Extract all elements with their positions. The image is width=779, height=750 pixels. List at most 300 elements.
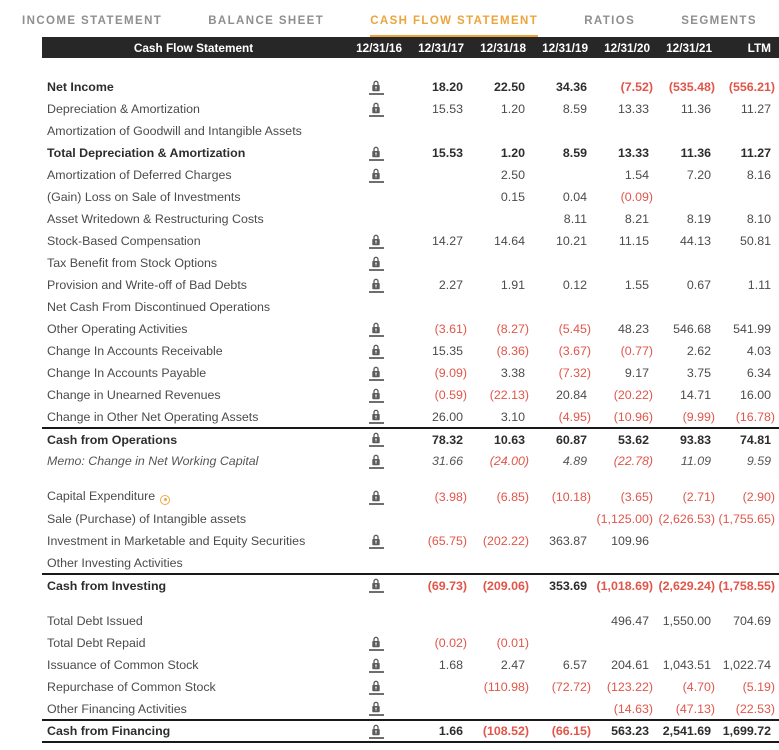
value-cell: (2.90): [742, 490, 775, 504]
lock-cell: [345, 530, 407, 552]
value-cell: 22.50: [493, 80, 525, 94]
value-cell: [531, 698, 593, 720]
value-cell: (2.71): [682, 490, 715, 504]
column-header: 12/31/17: [407, 37, 469, 58]
row-label: Change In Accounts Payable: [47, 366, 207, 380]
value-cell: [531, 552, 593, 574]
lock-cell: [345, 610, 407, 632]
value-cell: 8.11: [563, 212, 587, 226]
value-cell: 1.20: [500, 146, 525, 160]
table-row: [42, 552, 779, 574]
value-cell: 34.36: [555, 80, 587, 94]
value-cell: 15.35: [431, 344, 463, 358]
value-cell: (3.61): [434, 322, 467, 336]
value-cell: (8.36): [496, 344, 529, 358]
value-cell: 11.36: [680, 146, 711, 160]
row-label: Change in Unearned Revenues: [47, 388, 221, 402]
value-cell: (16.78): [735, 409, 775, 424]
value-cell: [655, 530, 717, 552]
value-cell: 2.47: [500, 658, 525, 672]
value-cell: (3.65): [620, 490, 653, 504]
value-cell: [531, 632, 593, 654]
value-cell: (69.73): [407, 574, 469, 596]
value-cell: [407, 610, 469, 632]
value-cell: 18.20: [431, 80, 463, 94]
value-cell: (2,626.53): [658, 512, 715, 526]
cash-flow-sheet: [42, 37, 779, 743]
value-cell: [407, 208, 469, 230]
value-cell: (0.02): [434, 636, 467, 650]
value-cell: [717, 252, 779, 274]
value-cell: 0.67: [686, 278, 711, 292]
value-cell: [717, 632, 779, 654]
row-label: Provision and Write-off of Bad Debts: [47, 278, 247, 292]
row-label: Asset Writedown & Restructuring Costs: [47, 212, 264, 226]
table-row: [42, 98, 779, 120]
value-cell: 20.84: [555, 388, 587, 402]
row-label: Stock-Based Compensation: [47, 234, 201, 248]
value-cell: [469, 552, 531, 574]
table-row: [42, 142, 779, 164]
value-cell: 15.53: [431, 102, 463, 116]
value-cell: 0.15: [500, 190, 525, 204]
lock-icon[interactable]: [369, 322, 384, 337]
table-row: [42, 164, 779, 186]
lock-cell: [345, 632, 407, 654]
value-cell: 204.61: [611, 658, 649, 672]
value-cell: (4.70): [682, 680, 715, 694]
lock-icon[interactable]: [369, 578, 384, 593]
value-cell: 93.83: [655, 428, 717, 450]
spacer-row: [42, 58, 779, 76]
lock-icon[interactable]: [369, 278, 384, 293]
value-cell: (123.22): [606, 680, 653, 694]
lock-cell: [345, 406, 407, 428]
row-label: Cash from Investing: [42, 574, 345, 596]
row-label: Amortization of Goodwill and Intangible Assets: [47, 124, 302, 138]
lock-cell: [345, 384, 407, 406]
table-row: [42, 252, 779, 274]
row-label: Repurchase of Common Stock: [47, 680, 216, 694]
value-cell: [407, 508, 469, 530]
value-cell: (3.67): [558, 344, 591, 358]
value-cell: 53.62: [593, 428, 655, 450]
lock-icon[interactable]: [369, 409, 384, 424]
value-cell: 1.68: [438, 658, 463, 672]
lock-icon[interactable]: [369, 146, 384, 161]
lock-cell: [345, 76, 407, 98]
lock-cell: [345, 654, 407, 676]
lock-cell: [345, 252, 407, 274]
value-cell: (5.19): [742, 680, 775, 694]
value-cell: (3.98): [434, 490, 467, 504]
value-cell: 563.23: [593, 720, 655, 742]
value-cell: 26.00: [431, 409, 463, 424]
value-cell: 353.69: [531, 574, 593, 596]
lock-cell: [345, 296, 407, 318]
row-label: (Gain) Loss on Sale of Investments: [47, 190, 241, 204]
value-cell: [407, 164, 469, 186]
lock-icon[interactable]: [369, 490, 384, 505]
table-row: [42, 208, 779, 230]
table-row: [42, 186, 779, 208]
value-cell: [407, 296, 469, 318]
value-cell: 3.10: [500, 409, 525, 424]
value-cell: [593, 252, 655, 274]
tab-income-statement[interactable]: INCOME STATEMENT: [22, 15, 163, 27]
info-icon[interactable]: [160, 495, 170, 505]
value-cell: 363.87: [549, 534, 587, 548]
value-cell: (9.99): [682, 409, 715, 424]
row-label: Change In Accounts Receivable: [47, 344, 223, 358]
lock-icon[interactable]: [369, 680, 384, 695]
table-row: [42, 318, 779, 340]
cash-flow-table: [42, 37, 779, 743]
table-row: [42, 508, 779, 530]
value-cell: 11.15: [618, 234, 649, 248]
value-cell: 1.54: [624, 168, 649, 182]
value-cell: (1,125.00): [596, 512, 653, 526]
value-cell: (0.77): [620, 344, 653, 358]
value-cell: 11.27: [740, 146, 771, 160]
table-row: [42, 296, 779, 318]
table-row: [42, 406, 779, 428]
value-cell: 1,043.51: [662, 658, 711, 672]
value-cell: 541.99: [733, 322, 771, 336]
table-row: [42, 610, 779, 632]
lock-icon[interactable]: [369, 388, 384, 403]
lock-icon[interactable]: [369, 102, 384, 117]
value-cell: [469, 208, 531, 230]
value-cell: 8.21: [624, 212, 649, 226]
table-row: [42, 76, 779, 98]
value-cell: [655, 120, 717, 142]
value-cell: 8.59: [562, 146, 587, 160]
value-cell: 4.89: [562, 454, 587, 468]
value-cell: [655, 252, 717, 274]
row-label: Issuance of Common Stock: [47, 658, 199, 672]
table-row: [42, 486, 779, 508]
lock-icon[interactable]: [369, 658, 384, 673]
value-cell: 6.57: [562, 658, 587, 672]
column-header: 12/31/18: [469, 37, 531, 58]
row-label: Net Income: [47, 80, 114, 94]
value-cell: 3.75: [686, 366, 711, 380]
table-row: [42, 632, 779, 654]
value-cell: (47.13): [675, 701, 715, 716]
value-cell: 2.50: [500, 168, 525, 182]
lock-cell: [345, 120, 407, 142]
value-cell: (10.96): [613, 409, 653, 424]
lock-cell: [345, 552, 407, 574]
value-cell: [407, 186, 469, 208]
lock-cell: [345, 164, 407, 186]
value-cell: [531, 120, 593, 142]
row-label: Cash from Financing: [42, 720, 345, 742]
value-cell: (0.09): [620, 190, 653, 204]
value-cell: 15.53: [431, 146, 463, 160]
value-cell: (65.75): [427, 534, 467, 548]
value-cell: (0.59): [434, 388, 467, 402]
value-cell: (556.21): [728, 80, 775, 94]
value-cell: (535.48): [668, 80, 715, 94]
table-row: [42, 428, 779, 450]
row-label: Amortization of Deferred Charges: [47, 168, 232, 182]
value-cell: 1.11: [747, 278, 771, 292]
value-cell: [655, 186, 717, 208]
table-row: [42, 230, 779, 252]
table-row: [42, 676, 779, 698]
lock-cell: [345, 142, 407, 164]
lock-icon[interactable]: [369, 724, 384, 739]
value-cell: 546.68: [673, 322, 711, 336]
table-row: [42, 698, 779, 720]
row-label: Cash from Operations: [42, 428, 345, 450]
value-cell: 11.27: [740, 102, 771, 116]
lock-icon[interactable]: [369, 636, 384, 651]
spacer-row: [42, 472, 779, 486]
value-cell: 1.55: [624, 278, 649, 292]
value-cell: (108.52): [469, 720, 531, 742]
value-cell: [469, 252, 531, 274]
value-cell: (209.06): [469, 574, 531, 596]
lock-cell: [345, 508, 407, 530]
value-cell: 109.96: [611, 534, 649, 548]
value-cell: (7.52): [620, 80, 653, 94]
statement-tabbar: [0, 0, 779, 37]
value-cell: (10.18): [551, 490, 591, 504]
column-header: 12/31/16: [345, 37, 407, 58]
row-label: Tax Benefit from Stock Options: [47, 256, 218, 270]
value-cell: 60.87: [531, 428, 593, 450]
table-row: [42, 274, 779, 296]
value-cell: [593, 120, 655, 142]
column-header: 12/31/20: [593, 37, 655, 58]
lock-icon[interactable]: [369, 256, 384, 271]
value-cell: [655, 552, 717, 574]
value-cell: [407, 676, 469, 698]
value-cell: [407, 120, 469, 142]
lock-cell: [345, 98, 407, 120]
column-header-ltm: LTM: [717, 37, 779, 58]
value-cell: (4.95): [558, 409, 591, 424]
value-cell: [717, 296, 779, 318]
value-cell: [407, 252, 469, 274]
value-cell: 8.10: [746, 212, 771, 226]
value-cell: [655, 296, 717, 318]
value-cell: (2,629.24): [655, 574, 717, 596]
lock-icon[interactable]: [369, 701, 384, 716]
lock-icon[interactable]: [369, 344, 384, 359]
value-cell: (1,755.65): [718, 512, 775, 526]
value-cell: (202.22): [482, 534, 529, 548]
lock-icon[interactable]: [369, 168, 384, 183]
value-cell: 13.33: [617, 146, 649, 160]
lock-cell: [345, 428, 407, 450]
value-cell: [531, 164, 593, 186]
value-cell: 2.27: [438, 278, 463, 292]
value-cell: [469, 296, 531, 318]
row-label: Depreciation & Amortization: [47, 102, 200, 116]
value-cell: [717, 186, 779, 208]
row-label: Total Depreciation & Amortization: [47, 146, 246, 160]
table-row: [42, 574, 779, 596]
value-cell: [593, 552, 655, 574]
value-cell: 10.63: [469, 428, 531, 450]
lock-cell: [345, 676, 407, 698]
value-cell: (1,758.55): [717, 574, 779, 596]
table-row: [42, 384, 779, 406]
value-cell: [469, 610, 531, 632]
value-cell: 9.17: [624, 366, 649, 380]
value-cell: 7.20: [686, 168, 711, 182]
value-cell: [407, 698, 469, 720]
lock-cell: [345, 186, 407, 208]
value-cell: (72.72): [551, 680, 591, 694]
value-cell: 14.64: [493, 234, 525, 248]
value-cell: (22.13): [489, 388, 529, 402]
value-cell: 2.62: [686, 344, 711, 358]
row-label: Total Debt Repaid: [47, 636, 146, 650]
value-cell: [469, 508, 531, 530]
value-cell: [531, 610, 593, 632]
value-cell: 14.71: [679, 388, 711, 402]
value-cell: 0.04: [562, 190, 587, 204]
row-label: Other Financing Activities: [47, 701, 187, 716]
value-cell: [469, 698, 531, 720]
value-cell: (7.32): [558, 366, 591, 380]
value-cell: [531, 252, 593, 274]
value-cell: 31.66: [431, 454, 463, 468]
value-cell: 9.59: [746, 454, 771, 468]
value-cell: (110.98): [483, 680, 529, 694]
value-cell: [407, 552, 469, 574]
value-cell: 1,550.00: [662, 614, 711, 628]
lock-cell: [345, 318, 407, 340]
lock-icon[interactable]: [369, 432, 384, 447]
value-cell: 78.32: [407, 428, 469, 450]
value-cell: 13.33: [617, 102, 649, 116]
value-cell: [531, 296, 593, 318]
value-cell: 8.16: [746, 168, 771, 182]
lock-cell: [345, 274, 407, 296]
value-cell: 10.21: [555, 234, 587, 248]
value-cell: [531, 508, 593, 530]
tab-ratios[interactable]: RATIOS: [584, 15, 636, 27]
row-label: Change in Other Net Operating Assets: [47, 409, 259, 424]
lock-cell: [345, 486, 407, 508]
row-label: Memo: Change in Net Working Capital: [47, 454, 259, 468]
value-cell: (0.01): [496, 636, 529, 650]
tab-balance-sheet[interactable]: BALANCE SHEET: [208, 15, 325, 27]
value-cell: 16.00: [739, 388, 771, 402]
lock-icon[interactable]: [369, 534, 384, 549]
value-cell: (22.78): [613, 454, 653, 468]
table-row: [42, 720, 779, 742]
value-cell: [593, 632, 655, 654]
value-cell: 11.09: [680, 454, 711, 468]
value-cell: 1.91: [500, 278, 525, 292]
value-cell: 0.12: [562, 278, 587, 292]
table-row: [42, 654, 779, 676]
value-cell: (24.00): [489, 454, 529, 468]
table-row: [42, 530, 779, 552]
value-cell: (22.53): [735, 701, 775, 716]
cashflow-table-body: [42, 58, 779, 742]
value-cell: [717, 552, 779, 574]
row-label: Net Cash From Discontinued Operations: [47, 300, 271, 314]
tab-segments[interactable]: SEGMENTS: [681, 15, 757, 27]
value-cell: 1,699.72: [717, 720, 779, 742]
value-cell: 2,541.69: [655, 720, 717, 742]
spacer-row: [42, 596, 779, 610]
info-icon-dot: [164, 498, 167, 501]
value-cell: 4.03: [746, 344, 771, 358]
value-cell: [593, 296, 655, 318]
value-cell: 8.59: [562, 102, 587, 116]
lock-cell: [345, 450, 407, 472]
value-cell: (5.45): [558, 322, 591, 336]
value-cell: 1.66: [407, 720, 469, 742]
row-label: Total Debt Issued: [47, 614, 143, 628]
row-label: Other Operating Activities: [47, 322, 188, 336]
table-row: [42, 340, 779, 362]
row-label: Sale (Purchase) of Intangible assets: [47, 512, 247, 526]
value-cell: 50.81: [739, 234, 771, 248]
row-label: Capital Expenditure: [42, 486, 345, 508]
value-cell: (6.85): [496, 490, 529, 504]
lock-cell: [345, 698, 407, 720]
table-row: [42, 120, 779, 142]
lock-cell: [345, 230, 407, 252]
lock-cell: [345, 208, 407, 230]
lock-cell: [345, 720, 407, 742]
lock-icon[interactable]: [369, 80, 384, 95]
value-cell: (14.63): [613, 701, 653, 716]
column-header: 12/31/19: [531, 37, 593, 58]
value-cell: 1.20: [500, 102, 525, 116]
value-cell: [717, 530, 779, 552]
table-row: [42, 450, 779, 472]
row-label: Other Investing Activities: [47, 555, 183, 570]
value-cell: [717, 120, 779, 142]
value-cell: 6.34: [746, 366, 771, 380]
lock-cell: [345, 362, 407, 384]
lock-icon[interactable]: [369, 234, 384, 249]
value-cell: 74.81: [717, 428, 779, 450]
value-cell: (8.27): [496, 322, 529, 336]
value-cell: 704.69: [733, 614, 771, 628]
value-cell: [469, 120, 531, 142]
lock-cell: [345, 340, 407, 362]
lock-icon[interactable]: [369, 366, 384, 381]
value-cell: 48.23: [617, 322, 649, 336]
value-cell: (66.15): [531, 720, 593, 742]
tab-cash-flow-statement[interactable]: CASH FLOW STATEMENT: [370, 15, 538, 37]
table-row: [42, 362, 779, 384]
table-header-row: [42, 37, 779, 58]
lock-cell: [345, 574, 407, 596]
row-label: Investment in Marketable and Equity Securities: [47, 534, 306, 548]
value-cell: (1,018.69): [593, 574, 655, 596]
value-cell: [655, 632, 717, 654]
value-cell: 1,022.74: [722, 658, 771, 672]
value-cell: 11.36: [680, 102, 711, 116]
value-cell: 44.13: [679, 234, 711, 248]
lock-icon[interactable]: [369, 454, 384, 469]
table-title: Cash Flow Statement: [42, 37, 345, 58]
value-cell: (9.09): [434, 366, 467, 380]
